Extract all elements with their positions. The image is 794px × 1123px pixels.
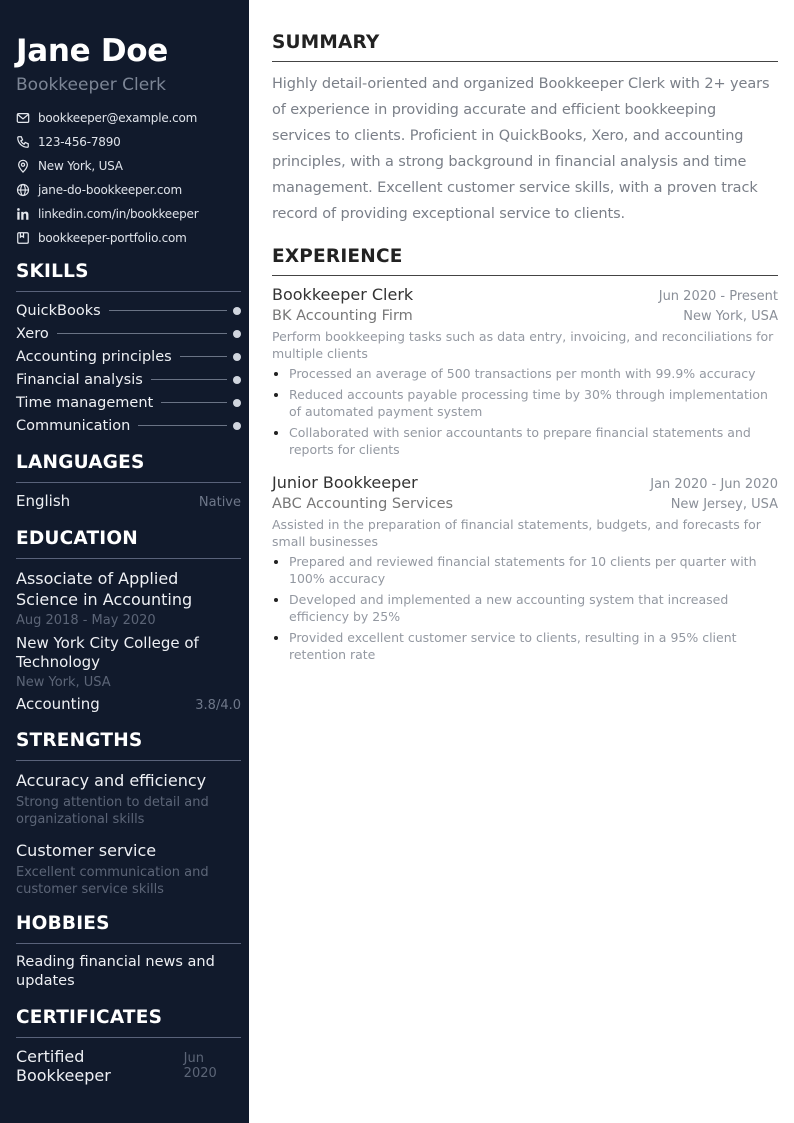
skill-item	[16, 345, 241, 368]
summary-section	[272, 0, 778, 227]
contact-text: bookkeeper@example.com	[38, 111, 198, 125]
hobby-item: Reading financial news and updates	[16, 954, 215, 989]
bullet-text: Prepared and reviewed financial statements for 10 clients per quarter with 100% accuracy	[289, 554, 757, 586]
bullet-item	[272, 629, 778, 663]
skill-item	[16, 368, 241, 391]
skill-line	[151, 379, 227, 380]
job-dates: Jan 2020 - Jun 2020	[650, 477, 778, 492]
job-description: Perform bookkeeping tasks such as data entry, invoicing, and reconciliations for multiple clients	[272, 329, 774, 361]
candidate-role: Bookkeeper Clerk	[16, 75, 166, 95]
education-dates: Aug 2018 - May 2020	[16, 613, 156, 628]
skill-item	[16, 322, 241, 345]
email-icon	[16, 111, 30, 125]
job-location: New Jersey, USA	[670, 497, 778, 512]
education-location: New York, USA	[16, 675, 111, 690]
job-title: Junior Bookkeeper	[272, 473, 418, 492]
linkedin-icon	[16, 207, 30, 221]
portfolio-icon	[16, 231, 30, 245]
skill-label: Communication	[16, 417, 131, 434]
experience-section	[272, 245, 778, 663]
contact-website[interactable]	[16, 178, 241, 202]
contact-text: bookkeeper-portfolio.com	[38, 231, 187, 245]
contact-email[interactable]	[16, 106, 241, 130]
language-name: English	[16, 492, 71, 510]
bullet-dot	[274, 372, 278, 376]
certificate-date: Jun 2020	[183, 1051, 217, 1081]
skills-section	[16, 260, 241, 437]
languages-heading: LANGUAGES	[16, 451, 241, 483]
certificates-heading: CERTIFICATES	[16, 1006, 241, 1038]
certificates-section	[16, 1006, 241, 1085]
bullet-text: Processed an average of 500 transactions per month with 99.9% accuracy	[289, 366, 756, 381]
contact-list	[16, 106, 241, 250]
skill-label: Xero	[16, 325, 49, 342]
strength-title: Customer service	[16, 841, 157, 860]
skill-line	[109, 310, 227, 311]
bullet-item	[272, 365, 778, 382]
skill-line	[180, 356, 227, 357]
job-company: BK Accounting Firm	[272, 308, 413, 324]
skill-line	[161, 402, 227, 403]
bullet-item	[272, 386, 778, 420]
job-bullets	[272, 553, 778, 663]
skill-label: Financial analysis	[16, 371, 143, 388]
job-entry	[272, 472, 778, 663]
contact-text: jane-do-bookkeeper.com	[38, 183, 182, 197]
education-field: Accounting	[16, 695, 100, 713]
strength-description: Excellent communication and customer service skills	[16, 865, 209, 897]
bullet-dot	[274, 598, 278, 602]
skill-dot	[233, 399, 241, 407]
skill-item	[16, 299, 241, 322]
experience-heading: EXPERIENCE	[272, 245, 778, 276]
strengths-section	[16, 729, 241, 898]
contact-text: linkedin.com/in/bookkeeper	[38, 207, 199, 221]
contact-text: 123-456-7890	[38, 135, 121, 149]
globe-icon	[16, 183, 30, 197]
skill-item	[16, 414, 241, 437]
hobbies-section	[16, 912, 241, 991]
strength-title: Accuracy and efficiency	[16, 771, 207, 790]
languages-section	[16, 451, 241, 510]
education-field-row	[16, 695, 241, 713]
skill-dot	[233, 422, 241, 430]
bullet-item	[272, 424, 778, 458]
language-item	[16, 492, 241, 510]
certificate-item	[16, 1047, 241, 1085]
contact-portfolio[interactable]	[16, 226, 241, 250]
skill-label: Accounting principles	[16, 348, 172, 365]
candidate-name: Jane Doe	[16, 33, 168, 69]
language-level: Native	[198, 495, 241, 510]
job-dates: Jun 2020 - Present	[658, 289, 778, 304]
sidebar	[0, 0, 249, 1123]
skill-dot	[233, 330, 241, 338]
skill-dot	[233, 307, 241, 315]
job-description: Assisted in the preparation of financial statements, budgets, and forecasts for small businesses	[272, 517, 761, 549]
job-title: Bookkeeper Clerk	[272, 285, 414, 304]
job-bullets	[272, 365, 778, 458]
contact-text: New York, USA	[38, 159, 123, 173]
skill-item	[16, 391, 241, 414]
bullet-dot	[274, 560, 278, 564]
bullet-text: Collaborated with senior accountants to prepare financial statements and reports for clients	[289, 425, 751, 457]
skill-line	[138, 425, 227, 426]
contact-phone[interactable]	[16, 130, 241, 154]
education-degree: Associate of Applied Science in Accounting	[16, 569, 193, 609]
job-entry	[272, 284, 778, 458]
skill-label: Time management	[16, 394, 154, 411]
main-content	[249, 0, 794, 1123]
education-heading: EDUCATION	[16, 527, 241, 559]
bullet-item	[272, 591, 778, 625]
summary-heading: SUMMARY	[272, 31, 778, 62]
skill-dot	[233, 353, 241, 361]
bullet-item	[272, 553, 778, 587]
strengths-heading: STRENGTHS	[16, 729, 241, 761]
job-company: ABC Accounting Services	[272, 496, 454, 512]
certificate-name: Certified Bookkeeper	[16, 1047, 111, 1085]
bullet-text: Reduced accounts payable processing time by 30% through implementation of automated payment system	[289, 387, 768, 419]
education-gpa: 3.8/4.0	[195, 698, 241, 713]
phone-icon	[16, 135, 30, 149]
contact-location	[16, 154, 241, 178]
bullet-text: Provided excellent customer service to clients, resulting in a 95% client retention rate	[289, 630, 737, 662]
skill-line	[57, 333, 227, 334]
education-section	[16, 527, 241, 713]
skill-label: QuickBooks	[16, 302, 101, 319]
bullet-dot	[274, 636, 278, 640]
bullet-dot	[274, 431, 278, 435]
education-school: New York City College of Technology	[16, 634, 199, 671]
hobbies-heading: HOBBIES	[16, 912, 241, 944]
contact-linkedin[interactable]	[16, 202, 241, 226]
job-location: New York, USA	[683, 309, 778, 324]
strength-description: Strong attention to detail and organizational skills	[16, 795, 209, 827]
location-pin-icon	[16, 159, 30, 173]
bullet-text: Developed and implemented a new accounting system that increased efficiency by 25%	[289, 592, 729, 624]
skill-dot	[233, 376, 241, 384]
summary-text: Highly detail-oriented and organized Bookkeeper Clerk with 2+ years of experience in providing accurate and efficient bookkeeping services to clients. Proficient in QuickBooks, Xero, and accounting principles, with a strong background in financial analysis and time management. Excellent customer service skills, with a proven track record of providing exceptional service to clients.	[272, 76, 770, 222]
bullet-dot	[274, 393, 278, 397]
skills-heading: SKILLS	[16, 260, 241, 292]
